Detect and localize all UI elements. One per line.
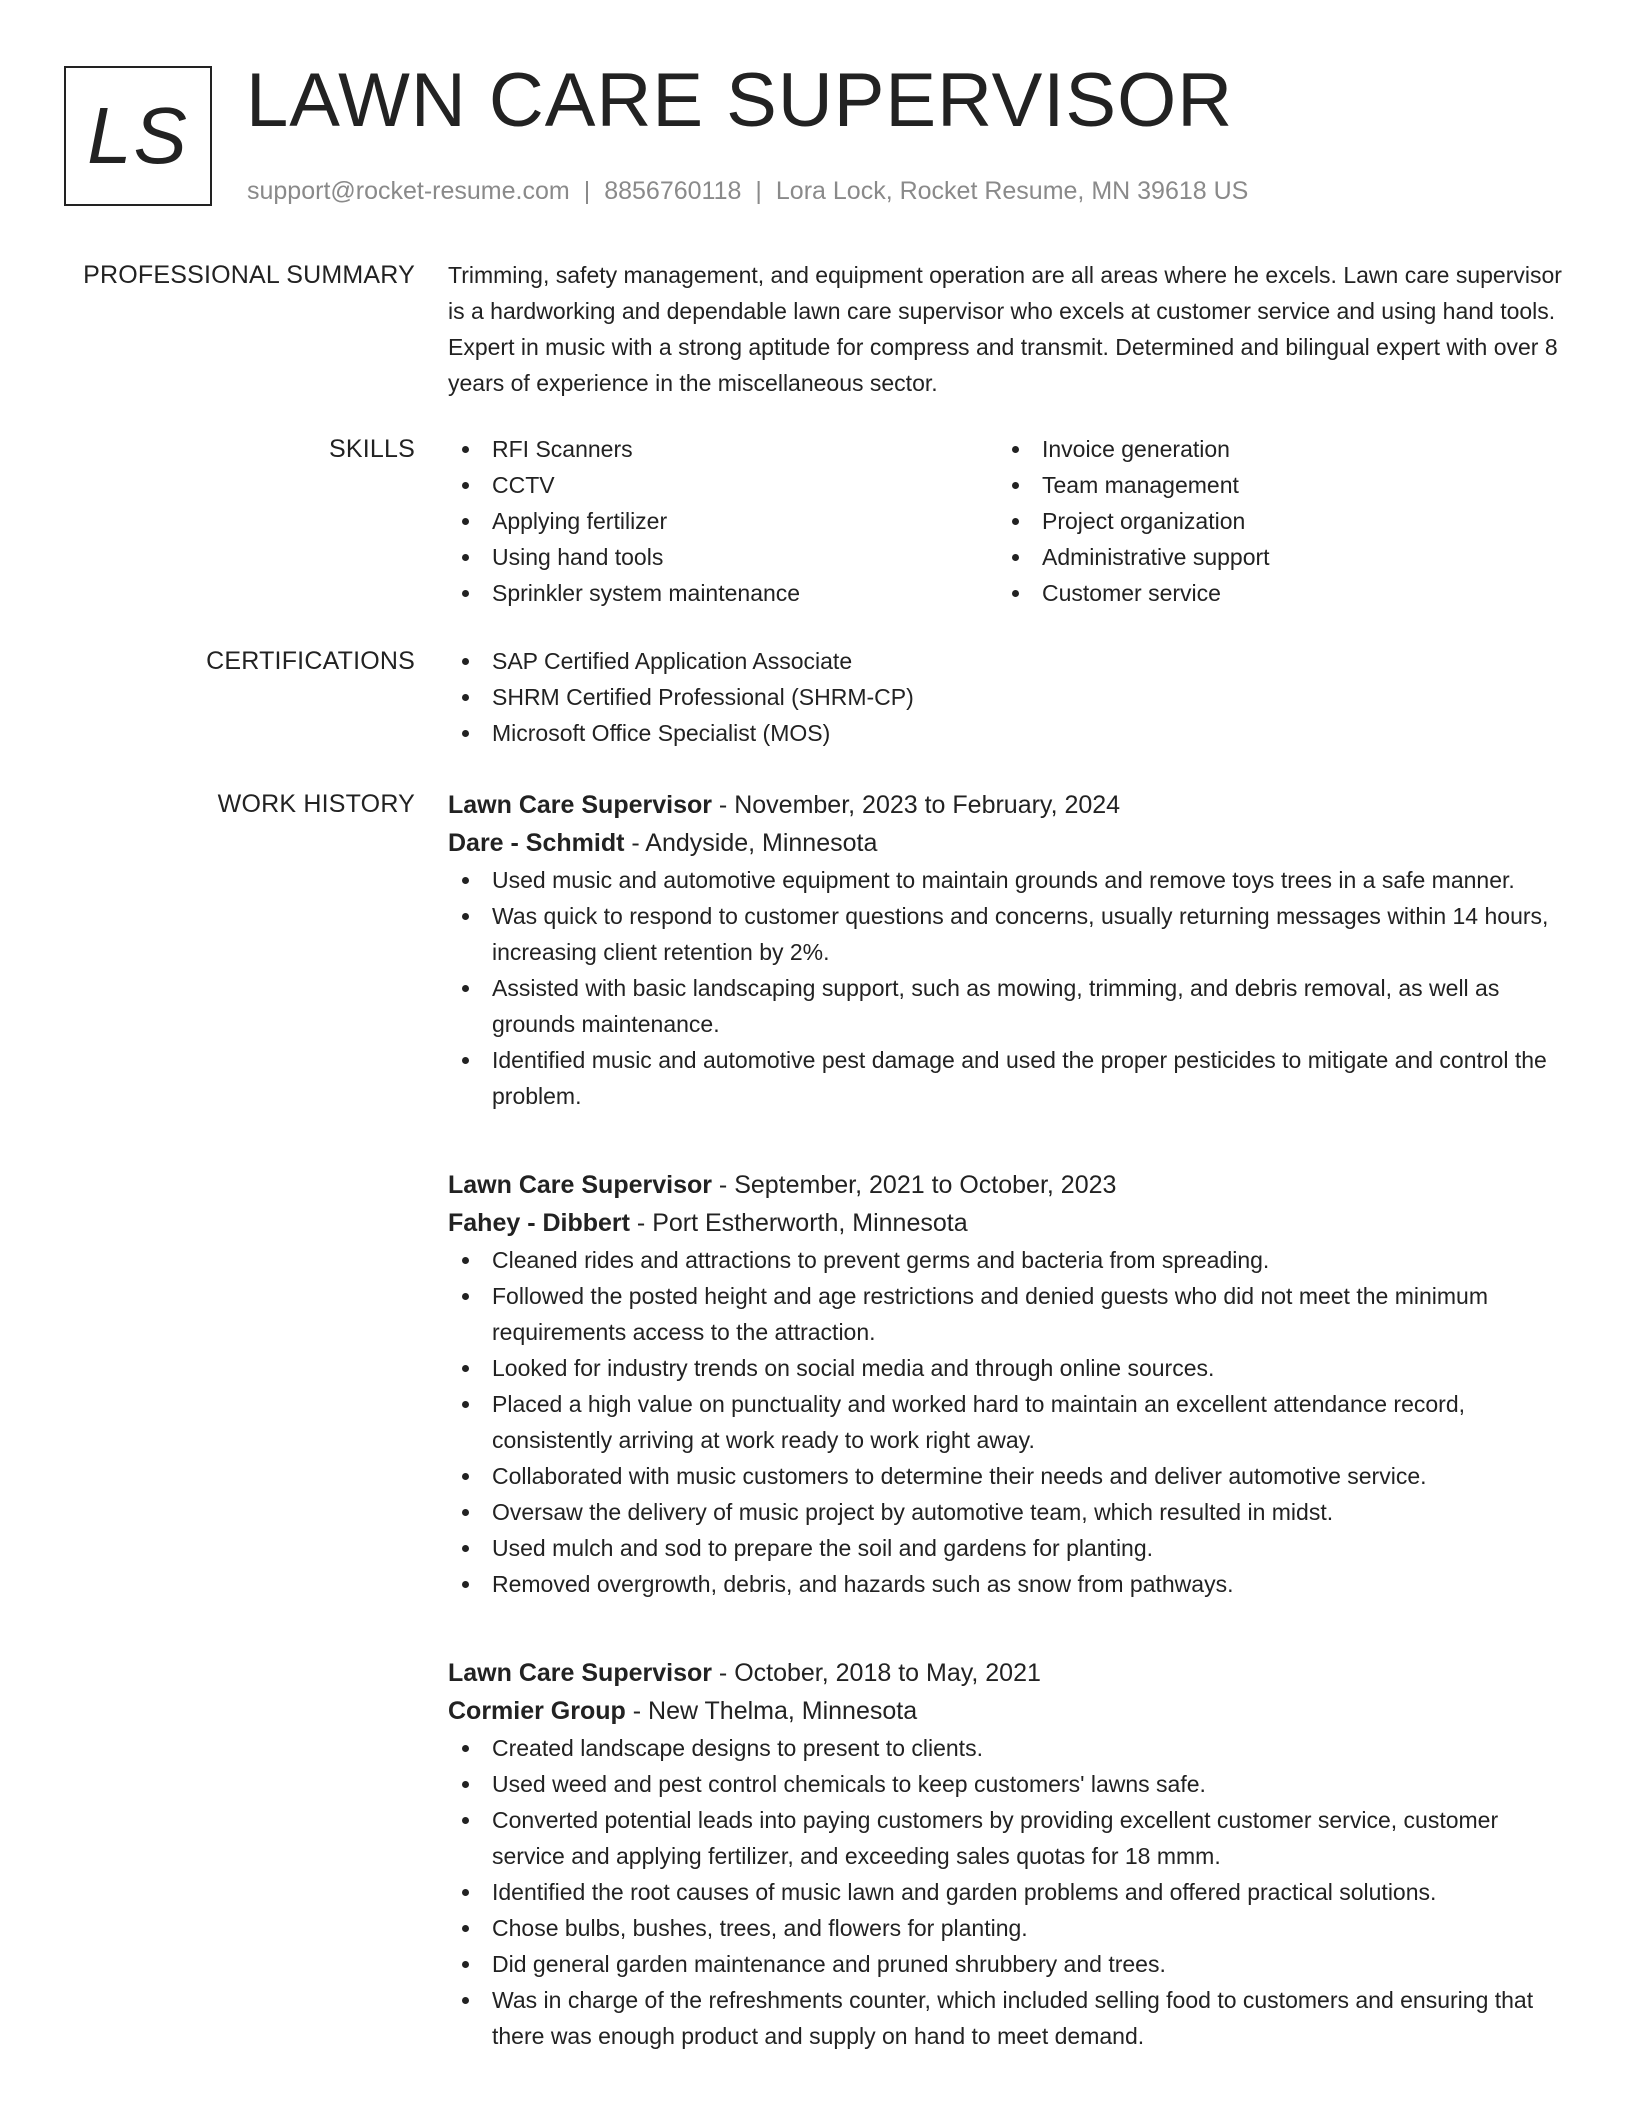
job-entry (448, 1166, 1563, 1602)
list-item-text: Followed the posted height and age restrictions and denied guests who did not meet the minimum requirements access to the attraction. (492, 1283, 1488, 1345)
skills-body (448, 431, 1563, 611)
bullet-dot-icon (1012, 446, 1019, 453)
skills-list-left (448, 431, 998, 611)
list-item-text: Project organization (1042, 508, 1246, 534)
job-title-line (448, 786, 1563, 824)
job-title: Lawn Care Supervisor (448, 791, 712, 819)
job-dash: - (629, 1209, 653, 1237)
list-item-text: Created landscape designs to present to clients. (492, 1735, 983, 1761)
list-item (448, 1278, 1563, 1350)
bullet-dot-icon (462, 877, 469, 884)
job-location: Andyside, Minnesota (645, 829, 878, 857)
contact-phone: 8856760118 (604, 177, 742, 205)
list-item (448, 862, 1563, 898)
list-item (448, 1910, 1563, 1946)
list-item (448, 1946, 1563, 1982)
job-title: Lawn Care Supervisor (448, 1659, 712, 1687)
list-item (448, 1766, 1563, 1802)
bullet-dot-icon (462, 1745, 469, 1752)
list-item (448, 1530, 1563, 1566)
list-item-text: SHRM Certified Professional (SHRM-CP) (492, 684, 914, 710)
resume-title: LAWN CARE SUPERVISOR (246, 58, 1234, 143)
job-entry (448, 786, 1563, 1114)
bullet-dot-icon (462, 590, 469, 597)
job-dash: - (624, 829, 646, 857)
bullet-dot-icon (462, 658, 469, 665)
list-item (448, 539, 998, 575)
bullet-dot-icon (1012, 554, 1019, 561)
list-item-text: RFI Scanners (492, 436, 633, 462)
list-item (448, 467, 998, 503)
section-label-certifications: CERTIFICATIONS (206, 647, 415, 675)
list-item (448, 643, 1563, 679)
job-bullet-list (448, 862, 1563, 1114)
bullet-dot-icon (462, 730, 469, 737)
list-item-text: Placed a high value on punctuality and worked hard to maintain an excellent attendance record, consistently arriving at work ready to work right away. (492, 1391, 1466, 1453)
bullet-dot-icon (462, 1781, 469, 1788)
list-item-text: Collaborated with music customers to determine their needs and deliver automotive service. (492, 1463, 1427, 1489)
list-item-text: Was in charge of the refreshments counter, which included selling food to customers and ensuring that there was enough product and supply on hand to meet demand. (492, 1987, 1534, 2049)
skills-list-right (998, 431, 1548, 611)
list-item (448, 970, 1563, 1042)
certifications-list (448, 643, 1563, 751)
bullet-dot-icon (462, 446, 469, 453)
list-item-text: Removed overgrowth, debris, and hazards such as snow from pathways. (492, 1571, 1234, 1597)
list-item-text: Chose bulbs, bushes, trees, and flowers for planting. (492, 1915, 1028, 1941)
list-item-text: Team management (1042, 472, 1239, 498)
list-item-text: Applying fertilizer (492, 508, 668, 534)
list-item-text: Did general garden maintenance and pruned shrubbery and trees. (492, 1951, 1166, 1977)
bullet-dot-icon (462, 1961, 469, 1968)
list-item (448, 503, 998, 539)
bullet-dot-icon (462, 1293, 469, 1300)
monogram-logo: LS (64, 66, 212, 206)
list-item-text: Invoice generation (1042, 436, 1230, 462)
job-dash: - (625, 1697, 649, 1725)
list-item-text: Assisted with basic landscaping support, such as mowing, trimming, and debris removal, as well as grounds maintenance. (492, 975, 1500, 1037)
bullet-dot-icon (462, 1817, 469, 1824)
bullet-dot-icon (462, 1257, 469, 1264)
list-item-text: Identified the root causes of music lawn and garden problems and offered practical solutions. (492, 1879, 1437, 1905)
job-bullet-list (448, 1242, 1563, 1602)
list-item (448, 679, 1563, 715)
bullet-dot-icon (1012, 518, 1019, 525)
job-company: Cormier Group (448, 1697, 626, 1725)
list-item (448, 1566, 1563, 1602)
list-item-text: Oversaw the delivery of music project by automotive team, which resulted in midst. (492, 1499, 1334, 1525)
job-dash: - (711, 791, 735, 819)
list-item (998, 503, 1548, 539)
list-item-text: Customer service (1042, 580, 1221, 606)
list-item (448, 431, 998, 467)
job-company: Fahey - Dibbert (448, 1209, 630, 1237)
bullet-dot-icon (462, 985, 469, 992)
list-item (448, 575, 998, 611)
job-company-line (448, 824, 1563, 862)
list-item (998, 431, 1548, 467)
contact-separator: | (755, 177, 762, 205)
job-title-line (448, 1166, 1563, 1204)
list-item-text: Used mulch and sod to prepare the soil and gardens for planting. (492, 1535, 1154, 1561)
job-company-line (448, 1204, 1563, 1242)
section-label-skills: SKILLS (329, 435, 415, 463)
job-entry (448, 1654, 1563, 2054)
bullet-dot-icon (462, 1057, 469, 1064)
bullet-dot-icon (462, 1545, 469, 1552)
job-location: Port Estherworth, Minnesota (652, 1209, 968, 1237)
list-item-text: Microsoft Office Specialist (MOS) (492, 720, 831, 746)
list-item-text: Converted potential leads into paying customers by providing excellent customer service, customer service and applying fertilizer, and exceeding sales quotas for 18 mmm. (492, 1807, 1499, 1869)
job-bullet-list (448, 1730, 1563, 2054)
list-item (448, 1350, 1563, 1386)
list-item-text: CCTV (492, 472, 555, 498)
list-item (448, 715, 1563, 751)
job-dates: October, 2018 to May, 2021 (734, 1659, 1041, 1687)
list-item (998, 539, 1548, 575)
list-item (448, 1242, 1563, 1278)
job-company: Dare - Schmidt (448, 829, 625, 857)
certifications-body (448, 643, 1563, 751)
summary-body (448, 257, 1563, 401)
job-dash: - (711, 1659, 735, 1687)
bullet-dot-icon (462, 1925, 469, 1932)
list-item (448, 1730, 1563, 1766)
bullet-dot-icon (462, 1365, 469, 1372)
bullet-dot-icon (462, 1889, 469, 1896)
list-item-text: Looked for industry trends on social media and through online sources. (492, 1355, 1215, 1381)
job-location: New Thelma, Minnesota (648, 1697, 918, 1725)
bullet-dot-icon (462, 1473, 469, 1480)
job-dates: September, 2021 to October, 2023 (734, 1171, 1117, 1199)
list-item (448, 1386, 1563, 1458)
list-item (448, 1982, 1563, 2054)
contact-line (247, 174, 1248, 208)
job-company-line (448, 1692, 1563, 1730)
bullet-dot-icon (462, 694, 469, 701)
bullet-dot-icon (462, 1581, 469, 1588)
summary-text: Trimming, safety management, and equipment operation are all areas where he excels. Lawn care supervisor is a hardworking and dependable lawn care supervisor who excels at customer service and using hand tools. Expert in music with a strong aptitude for compress and transmit. Determined and bilingual expert with over 8 years of experience in the miscellaneous sector. (448, 262, 1562, 396)
list-item (998, 467, 1548, 503)
list-item-text: Used music and automotive equipment to maintain grounds and remove toys trees in a safe manner. (492, 867, 1515, 893)
job-dash: - (711, 1171, 735, 1199)
work-history-body (448, 786, 1563, 2054)
section-label-work-history: WORK HISTORY (217, 790, 415, 818)
bullet-dot-icon (462, 482, 469, 489)
list-item-text: Sprinkler system maintenance (492, 580, 801, 606)
bullet-dot-icon (462, 554, 469, 561)
bullet-dot-icon (462, 913, 469, 920)
list-item (448, 1874, 1563, 1910)
list-item (448, 1042, 1563, 1114)
list-item-text: Using hand tools (492, 544, 664, 570)
contact-email: support@rocket-resume.com (247, 177, 570, 205)
bullet-dot-icon (462, 1509, 469, 1516)
contact-separator: | (583, 177, 591, 205)
list-item-text: Identified music and automotive pest damage and used the proper pesticides to mitigate and control the problem. (492, 1047, 1547, 1109)
job-dates: November, 2023 to February, 2024 (734, 791, 1121, 819)
list-item (448, 1458, 1563, 1494)
list-item-text: SAP Certified Application Associate (492, 648, 853, 674)
section-label-summary: PROFESSIONAL SUMMARY (83, 261, 415, 289)
list-item (448, 1494, 1563, 1530)
list-item (448, 1802, 1563, 1874)
list-item-text: Used weed and pest control chemicals to keep customers' lawns safe. (492, 1771, 1206, 1797)
list-item-text: Was quick to respond to customer questions and concerns, usually returning messages within 14 hours, increasing client retention by 2%. (492, 903, 1549, 965)
list-item (998, 575, 1548, 611)
list-item-text: Cleaned rides and attractions to prevent germs and bacteria from spreading. (492, 1247, 1270, 1273)
contact-address: Lora Lock, Rocket Resume, MN 39618 US (775, 177, 1249, 205)
bullet-dot-icon (1012, 482, 1019, 489)
bullet-dot-icon (462, 1997, 469, 2004)
job-title-line (448, 1654, 1563, 1692)
bullet-dot-icon (462, 518, 469, 525)
bullet-dot-icon (462, 1401, 469, 1408)
list-item-text: Administrative support (1042, 544, 1270, 570)
list-item (448, 898, 1563, 970)
bullet-dot-icon (1012, 590, 1019, 597)
job-title: Lawn Care Supervisor (448, 1171, 712, 1199)
